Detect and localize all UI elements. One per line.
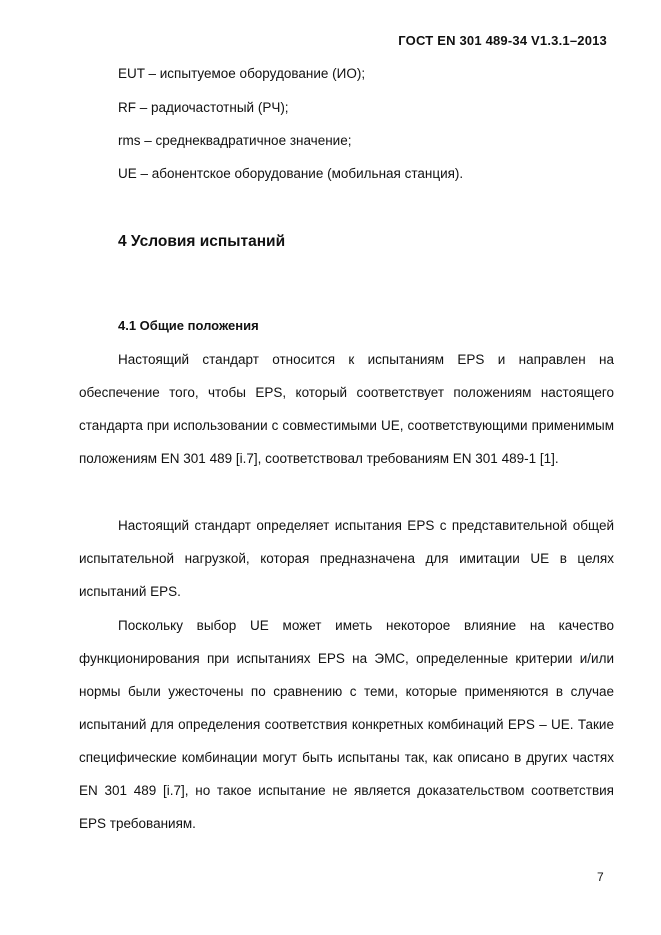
paragraph-2 bbox=[79, 509, 614, 608]
paragraph-1 bbox=[79, 343, 614, 475]
paragraph-3-text: Поскольку выбор UE может иметь некоторое влияние на качество функционирования при испытаниях EPS на ЭМС, определенные критерии и/или нормы были ужесточены по сравнению с теми, которые применяются в случае испытаний для определения соответствия конкретных комбинаций EPS – UE. Такие специфические комбинации могут быть испытаны так, как описано в других частях EN 301 489 [i.7], но такое испытание не является доказательством соответствия EPS требованиям. bbox=[79, 618, 614, 831]
section-title: 4 Условия испытаний bbox=[118, 233, 286, 250]
abbreviation-rf: RF – радиочастотный (РЧ); bbox=[118, 100, 289, 115]
paragraph-2-text: Настоящий стандарт определяет испытания EPS с представительной общей испытательной нагрузкой, которая предназначена для имитации UE в целях испытаний EPS. bbox=[79, 518, 614, 599]
abbreviation-eut: EUT – испытуемое оборудование (ИО); bbox=[118, 66, 366, 81]
paragraph-1-text: Настоящий стандарт относится к испытаниям EPS и направлен на обеспечение того, чтобы EPS, который соответствует положениям настоящего стандарта при использовании с совместимыми UE, соответствующими применимым положениям EN 301 489 [i.7], соответствовал требованиям EN 301 489-1 [1]. bbox=[79, 352, 614, 466]
abbreviation-ue: UE – абонентское оборудование (мобильная станция). bbox=[118, 166, 464, 181]
paragraph-3 bbox=[79, 609, 614, 840]
subsection-title: 4.1 Общие положения bbox=[118, 318, 259, 333]
page-number: 7 bbox=[597, 870, 604, 884]
abbreviation-rms: rms – среднеквадратичное значение; bbox=[118, 133, 352, 148]
document-header: ГОСТ EN 301 489-34 V1.3.1–2013 bbox=[398, 33, 607, 48]
